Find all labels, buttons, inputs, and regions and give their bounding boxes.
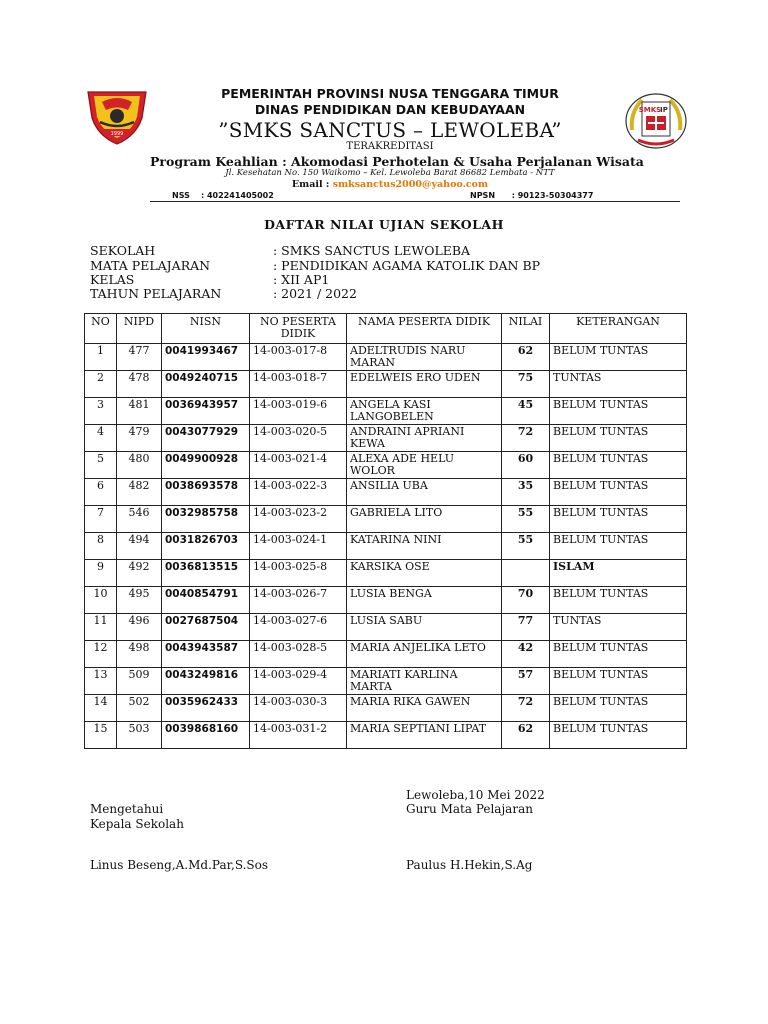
cell-keterangan: BELUM TUNTAS [550,695,687,722]
cell-keterangan: BELUM TUNTAS [550,533,687,560]
cell-nilai: 77 [502,614,550,641]
accreditation-text: TERAKREDITASI [346,141,434,152]
cell-nama: ANSILIA UBA [347,479,502,506]
cell-no: 3 [85,398,117,425]
column-header-nama: NAMA PESERTA DIDIK [347,314,502,344]
cell-keterangan: TUNTAS [550,371,687,398]
cell-nisn: 0039868160 [162,722,250,749]
cell-nilai: 42 [502,641,550,668]
table-row [85,506,687,533]
cell-nilai: 70 [502,587,550,614]
info-label: TAHUN PELAJARAN [90,286,222,301]
cell-nipd: 479 [117,425,162,452]
cell-no: 14 [85,695,117,722]
principal-name: Linus Beseng,A.Md.Par,S.Sos [90,858,269,872]
cell-no-peserta: 14-003-017-8 [250,344,347,371]
table-row [85,344,687,371]
cell-no-peserta: 14-003-020-5 [250,425,347,452]
email-label: Email : [291,179,330,190]
cell-nipd: 498 [117,641,162,668]
info-value: : PENDIDIKAN AGAMA KATOLIK DAN BP [273,258,541,273]
cell-keterangan: BELUM TUNTAS [550,452,687,479]
cell-nilai: 62 [502,722,550,749]
cell-keterangan: TUNTAS [550,614,687,641]
cell-no-peserta: 14-003-019-6 [250,398,347,425]
cell-nipd: 509 [117,668,162,695]
principal-title: Kepala Sekolah [90,817,184,831]
cell-nipd: 503 [117,722,162,749]
province-emblem-logo [82,88,152,146]
cell-nama: EDELWEIS ERO UDEN [347,371,502,398]
known-by-label: Mengetahui [90,802,164,816]
cell-nipd: 477 [117,344,162,371]
cell-nilai: 75 [502,371,550,398]
cell-nisn: 0032985758 [162,506,250,533]
nss-value: : 402241405002 [201,191,274,200]
table-row [85,668,687,695]
cell-nama: ALEXA ADE HELU WOLOR [347,452,502,479]
cell-keterangan: BELUM TUNTAS [550,506,687,533]
cell-keterangan: BELUM TUNTAS [550,641,687,668]
place-date: Lewoleba,10 Mei 2022 [406,788,545,802]
cell-nama: KARSIKA OSE [347,560,502,587]
cell-no-peserta: 14-003-029-4 [250,668,347,695]
cell-no: 1 [85,344,117,371]
cell-nisn: 0036813515 [162,560,250,587]
cell-no-peserta: 14-003-028-5 [250,641,347,668]
cell-nisn: 0049240715 [162,371,250,398]
cell-keterangan: BELUM TUNTAS [550,479,687,506]
logo-seal-inner-text: IP [660,106,668,114]
cell-keterangan: BELUM TUNTAS [550,668,687,695]
cell-nama: MARIA RIKA GAWEN [347,695,502,722]
cell-nama: KATARINA NINI [347,533,502,560]
teacher-name: Paulus H.Hekin,S.Ag [406,858,533,872]
cell-nipd: 496 [117,614,162,641]
cell-no: 8 [85,533,117,560]
cell-nama: GABRIELA LITO [347,506,502,533]
npsn-line [470,191,593,200]
table-row [85,425,687,452]
cell-nipd: 546 [117,506,162,533]
cell-nilai: 55 [502,506,550,533]
cell-nipd: 481 [117,398,162,425]
cell-nipd: 480 [117,452,162,479]
table-row [85,533,687,560]
cell-no: 11 [85,614,117,641]
cell-no-peserta: 14-003-023-2 [250,506,347,533]
cell-nipd: 495 [117,587,162,614]
teacher-title: Guru Mata Pelajaran [406,802,533,816]
cell-keterangan: BELUM TUNTAS [550,425,687,452]
cell-nama: LUSIA BENGA [347,587,502,614]
grade-table [84,313,687,749]
column-header-no-peserta: NO PESERTA DIDIK [250,314,347,344]
column-header-keterangan: KETERANGAN [550,314,687,344]
cell-nisn: 0038693578 [162,479,250,506]
cell-no: 4 [85,425,117,452]
table-row [85,641,687,668]
cell-no: 5 [85,452,117,479]
cell-nilai [502,560,550,587]
cell-nisn: 0035962433 [162,695,250,722]
cell-no-peserta: 14-003-031-2 [250,722,347,749]
cell-no: 6 [85,479,117,506]
cell-nilai: 55 [502,533,550,560]
table-row [85,614,687,641]
cell-nilai: 72 [502,695,550,722]
info-value: : SMKS SANCTUS LEWOLEBA [273,243,471,258]
cell-nilai: 35 [502,479,550,506]
cell-nama: MARIA ANJELIKA LETO [347,641,502,668]
cell-no-peserta: 14-003-021-4 [250,452,347,479]
cell-nisn: 0043249816 [162,668,250,695]
cell-nisn: 0040854791 [162,587,250,614]
column-header-nisn: NISN [162,314,250,344]
cell-nisn: 0036943957 [162,398,250,425]
cell-no: 15 [85,722,117,749]
cell-nisn: 0041993467 [162,344,250,371]
cell-keterangan: BELUM TUNTAS [550,398,687,425]
cell-nilai: 57 [502,668,550,695]
cell-nipd: 482 [117,479,162,506]
cell-nilai: 60 [502,452,550,479]
cell-nama: MARIATI KARLINA MARTA [347,668,502,695]
cell-keterangan: ISLAM [550,560,687,587]
table-row [85,479,687,506]
cell-nama: LUSIA SABU [347,614,502,641]
cell-nama: ANGELA KASI LANGOBELEN [347,398,502,425]
cell-nilai: 72 [502,425,550,452]
cell-nama: MARIA SEPTIANI LIPAT [347,722,502,749]
cell-nisn: 0043943587 [162,641,250,668]
cell-nipd: 502 [117,695,162,722]
address-text: Jl. Kesehatan No. 150 Waikomo – Kel. Lewoleba Barat 86682 Lembata - NTT [225,168,555,178]
info-value: : XII AP1 [273,272,330,287]
cell-no: 7 [85,506,117,533]
cell-nisn: 0049900928 [162,452,250,479]
cell-keterangan: BELUM TUNTAS [550,344,687,371]
table-row [85,695,687,722]
government-heading: PEMERINTAH PROVINSI NUSA TENGGARA TIMUR [221,86,559,101]
cell-nisn: 0031826703 [162,533,250,560]
cell-no-peserta: 14-003-018-7 [250,371,347,398]
column-header-nilai: NILAI [502,314,550,344]
school-seal-logo [624,92,688,150]
cell-no: 10 [85,587,117,614]
cell-nisn: 0027687504 [162,614,250,641]
cell-no-peserta: 14-003-025-8 [250,560,347,587]
cell-nilai: 45 [502,398,550,425]
cell-nisn: 0043077929 [162,425,250,452]
nss-label: NSS [172,191,190,200]
cell-no-peserta: 14-003-024-1 [250,533,347,560]
table-header-row [85,314,687,344]
npsn-label: NPSN [470,191,496,200]
logo-seal-text: SMKS [638,106,662,114]
email-link[interactable]: smksanctus2000@yahoo.com [332,179,489,190]
nss-line [172,191,274,200]
cell-no-peserta: 14-003-022-3 [250,479,347,506]
department-heading: DINAS PENDIDIKAN DAN KEBUDAYAAN [254,102,526,117]
table-row [85,722,687,749]
cell-nipd: 492 [117,560,162,587]
cell-keterangan: BELUM TUNTAS [550,722,687,749]
document-title: DAFTAR NILAI UJIAN SEKOLAH [264,217,504,232]
cell-no-peserta: 14-003-030-3 [250,695,347,722]
column-header-nipd: NIPD [117,314,162,344]
table-row [85,371,687,398]
info-label: SEKOLAH [90,243,156,258]
table-row [85,452,687,479]
cell-no: 13 [85,668,117,695]
npsn-value: : 90123-50304377 [511,191,594,200]
table-row [85,587,687,614]
cell-no: 2 [85,371,117,398]
cell-no: 12 [85,641,117,668]
cell-nipd: 494 [117,533,162,560]
cell-nipd: 478 [117,371,162,398]
info-label: KELAS [90,272,135,287]
column-header-no: NO [85,314,117,344]
cell-no-peserta: 14-003-026-7 [250,587,347,614]
table-row [85,560,687,587]
cell-nama: ADELTRUDIS NARU MARAN [347,344,502,371]
logo-year-text: 1999 [110,131,124,137]
info-value: : 2021 / 2022 [273,286,357,301]
email-row [150,179,630,190]
cell-keterangan: BELUM TUNTAS [550,587,687,614]
school-name-heading: ”SMKS SANCTUS – LEWOLEBA” [218,118,562,142]
cell-nilai: 62 [502,344,550,371]
cell-nama: ANDRAINI APRIANI KEWA [347,425,502,452]
table-row [85,398,687,425]
header-divider [150,201,680,202]
cell-no: 9 [85,560,117,587]
program-text: Program Keahlian : Akomodasi Perhotelan & Usaha Perjalanan Wisata [150,154,644,169]
cell-no-peserta: 14-003-027-6 [250,614,347,641]
info-label: MATA PELAJARAN [90,258,211,273]
